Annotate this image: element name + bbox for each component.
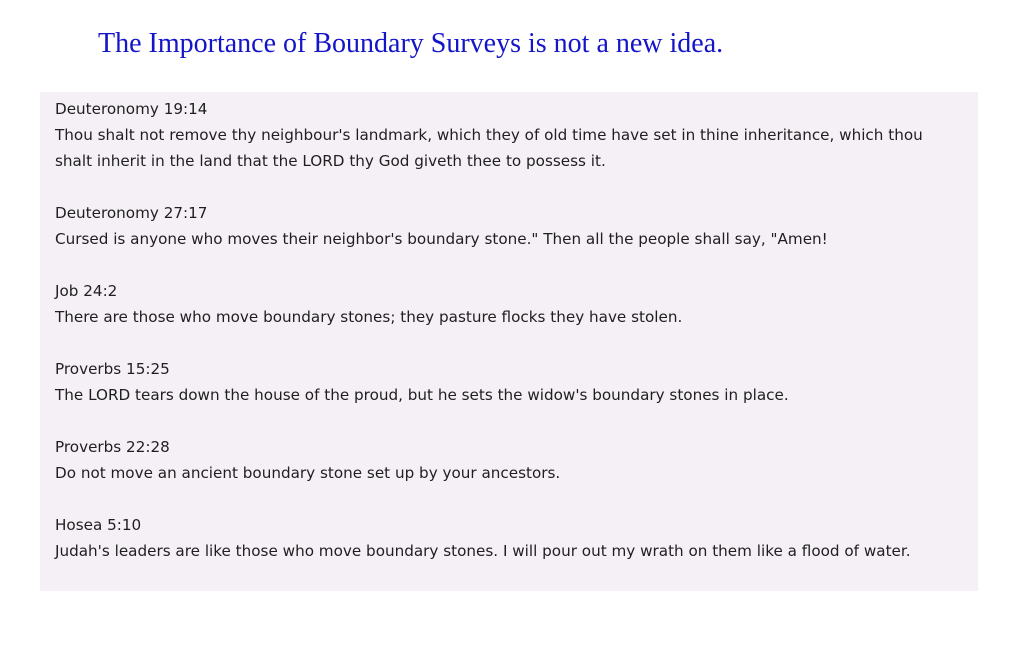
verse-text: Thou shalt not remove thy neighbour's landmark, which they of old time have set in thine inheritance, which thou shalt inherit in the land that the LORD thy God giveth thee to possess it.: [55, 126, 923, 170]
verse-list: [40, 92, 978, 591]
verse-reference: Deuteronomy 27:17: [55, 204, 208, 222]
verse-reference: Proverbs 15:25: [55, 360, 170, 378]
verse-text: There are those who move boundary stones; they pasture flocks they have stolen.: [55, 308, 683, 326]
verse-item: [55, 278, 964, 330]
verse-text: Cursed is anyone who moves their neighbor's boundary stone." Then all the people shall say, "Amen!: [55, 230, 828, 248]
verse-item: [55, 434, 964, 486]
verse-reference: Deuteronomy 19:14: [55, 100, 208, 118]
verse-item: [55, 200, 964, 252]
verse-reference: Hosea 5:10: [55, 516, 142, 534]
verse-item: [55, 512, 964, 564]
verse-item: [55, 96, 964, 174]
page-title: The Importance of Boundary Surveys is not a new idea.: [98, 28, 724, 59]
verse-text: Do not move an ancient boundary stone set up by your ancestors.: [55, 464, 561, 482]
verse-text: The LORD tears down the house of the proud, but he sets the widow's boundary stones in place.: [55, 386, 789, 404]
verse-reference: Proverbs 22:28: [55, 438, 170, 456]
verse-reference: Job 24:2: [55, 282, 118, 300]
verse-text: Judah's leaders are like those who move boundary stones. I will pour out my wrath on them like a flood of water.: [55, 542, 911, 560]
verse-item: [55, 356, 964, 408]
